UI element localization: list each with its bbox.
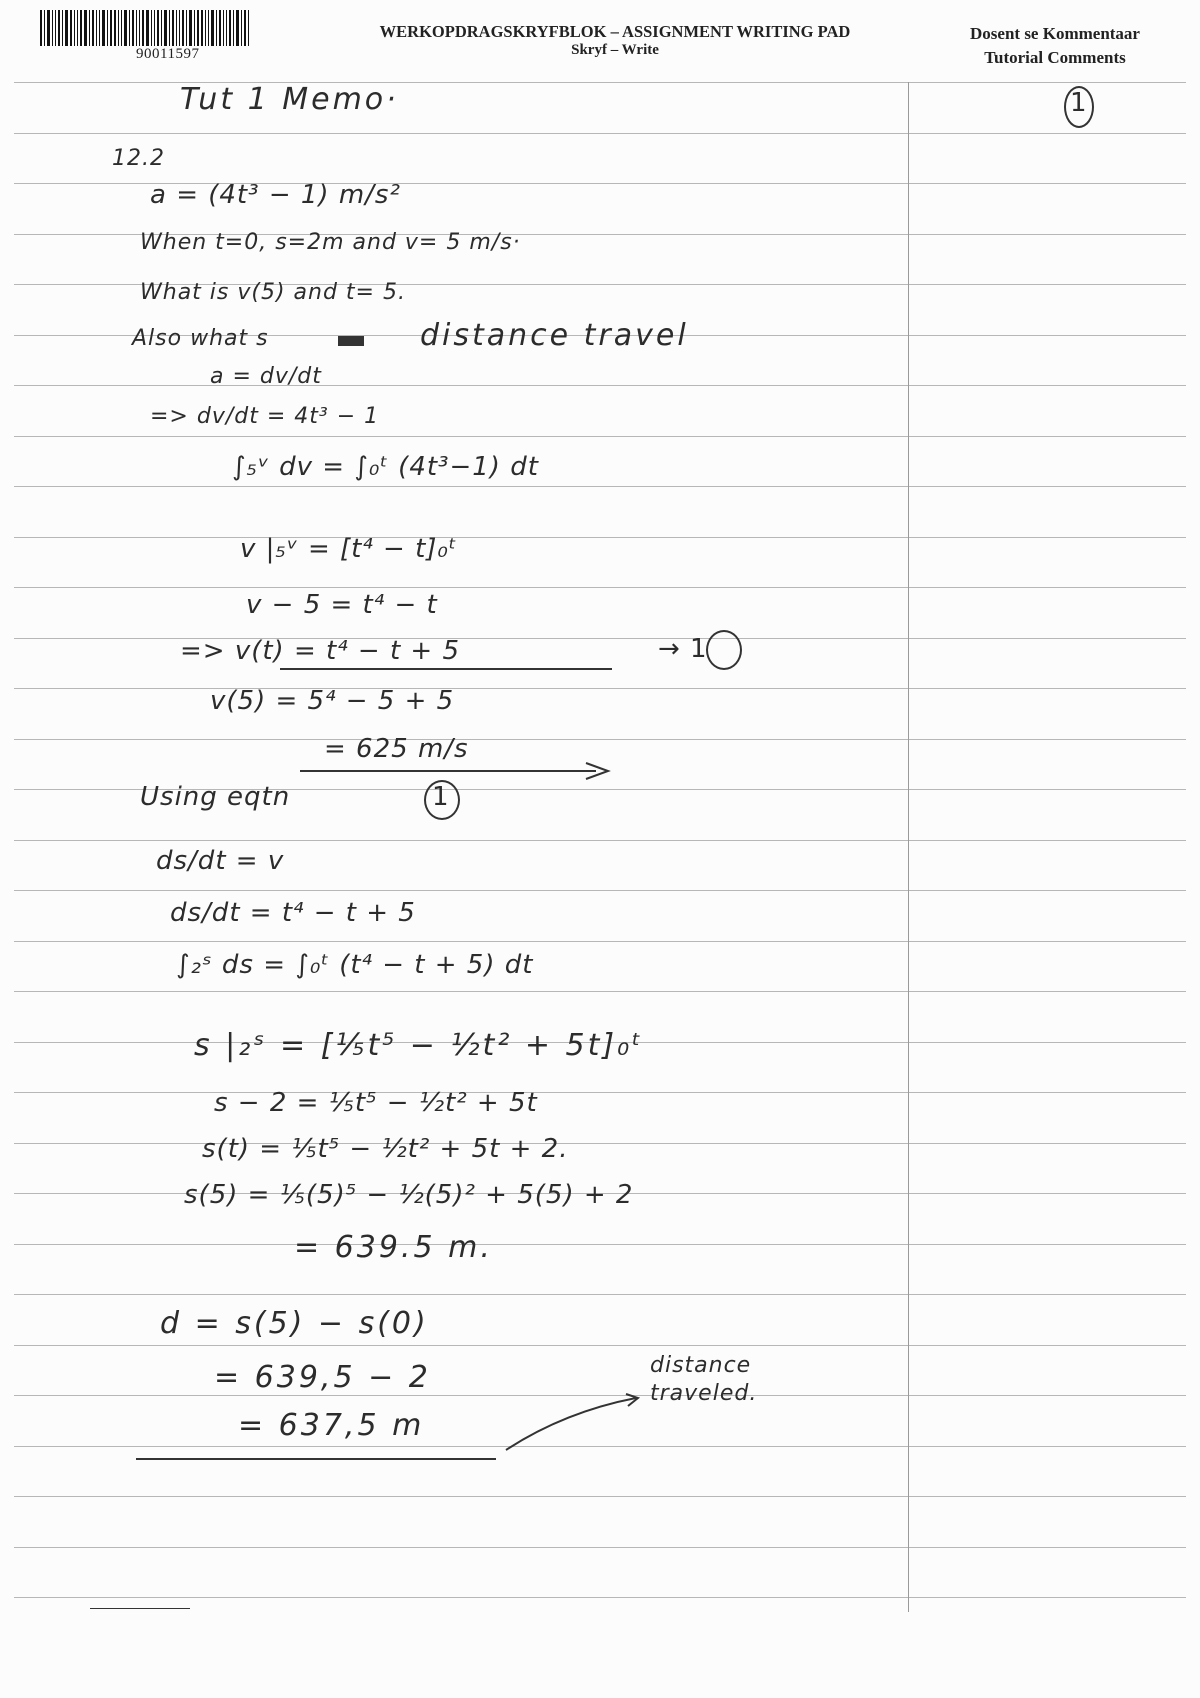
step-ds-dt-expression: ds/dt = t⁴ − t + 5 [170, 898, 416, 928]
barcode-bar [176, 10, 177, 46]
comments-heading-afrikaans: Dosent se Kommentaar [970, 24, 1140, 43]
barcode-bar [189, 10, 192, 46]
barcode-bar [161, 10, 162, 46]
barcode-bar [70, 10, 72, 46]
barcode-bar [226, 10, 227, 46]
arrow-head-icon [584, 761, 614, 781]
barcode-bar [55, 10, 56, 46]
velocity-underline [280, 668, 612, 670]
barcode-bar [80, 10, 82, 46]
barcode-bar [114, 10, 116, 46]
barcode-bar [194, 10, 195, 46]
ruled-line [14, 1294, 1186, 1295]
barcode-bar [182, 10, 184, 46]
barcode-bar [169, 10, 170, 46]
barcode-bar [219, 10, 221, 46]
barcode-bar [129, 10, 130, 46]
barcode-bar [74, 10, 75, 46]
given-acceleration: a = (4t³ − 1) m/s² [150, 180, 401, 210]
barcode-bar [92, 10, 94, 46]
pad-subtitle: Skryf – Write [571, 42, 659, 58]
barcode-bar [118, 10, 119, 46]
barcode-bar [84, 10, 87, 46]
scribble-mark [338, 336, 364, 346]
equation-1-reference: → 1 [658, 634, 708, 664]
barcode-bar [197, 10, 199, 46]
question-also: Also what s [132, 326, 269, 351]
page-mark: 1 [1070, 88, 1088, 118]
step-evaluate-velocity: v |₅ᵛ = [t⁴ − t]₀ᵗ [240, 534, 458, 564]
velocity-result-underline [300, 770, 596, 772]
barcode-bar [110, 10, 112, 46]
step-acceleration-definition: a = dv/dt [210, 364, 322, 389]
ruled-line [14, 486, 1186, 487]
memo-title: Tut 1 Memo· [180, 82, 399, 117]
ruled-line [14, 1092, 1186, 1093]
barcode-bar [186, 10, 187, 46]
question-text: What is v(5) and t= 5. [140, 280, 406, 305]
step-derivative: => dv/dt = 4t³ − 1 [150, 404, 380, 429]
step-velocity-expression: v − 5 = t⁴ − t [246, 590, 438, 620]
barcode-bar [172, 10, 174, 46]
barcode-bar [58, 10, 60, 46]
step-displacement-function: s(t) = ⅕t⁵ − ½t² + 5t + 2. [202, 1134, 569, 1164]
barcode-bar [77, 10, 78, 46]
ruled-line [14, 1244, 1186, 1245]
ruled-line [14, 385, 1186, 386]
question-number: 12.2 [112, 146, 165, 171]
step-distance-substitution: = 639,5 − 2 [214, 1360, 431, 1395]
using-equation: Using eqtn [140, 782, 291, 812]
step-velocity-function: => v(t) = t⁴ − t + 5 [180, 636, 460, 666]
bottom-short-line [90, 1608, 190, 1609]
barcode [40, 10, 292, 46]
barcode-bar [142, 10, 144, 46]
given-initial-conditions: When t=0, s=2m and v= 5 m/s· [140, 230, 521, 255]
barcode-bar [132, 10, 134, 46]
comments-heading-english: Tutorial Comments [984, 48, 1126, 67]
equation-1-circle [706, 630, 742, 670]
barcode-bar [47, 10, 50, 46]
ruled-line [14, 436, 1186, 437]
ruled-line [14, 688, 1186, 689]
barcode-bar [236, 10, 239, 46]
question-distance: distance travel [420, 318, 689, 353]
barcode-bar [151, 10, 152, 46]
step-distance-formula: d = s(5) − s(0) [160, 1306, 429, 1341]
barcode-bar [121, 10, 122, 46]
ruled-line [14, 941, 1186, 942]
ruled-line [14, 840, 1186, 841]
step-displacement-at-5: s(5) = ⅕(5)⁵ − ½(5)² + 5(5) + 2 [184, 1180, 634, 1210]
barcode-bar [157, 10, 159, 46]
distance-underline [136, 1458, 496, 1460]
barcode-bar [216, 10, 217, 46]
barcode-bar [154, 10, 155, 46]
barcode-bar [223, 10, 224, 46]
ruled-line [14, 1345, 1186, 1346]
barcode-bar [233, 10, 234, 46]
step-displacement-result: = 639.5 m. [294, 1230, 493, 1265]
barcode-bar [211, 10, 214, 46]
pad-title: WERKOPDRAGSKRYFBLOK – ASSIGNMENT WRITING PAD [379, 22, 851, 41]
ruled-line [14, 587, 1186, 588]
barcode-bar [241, 10, 242, 46]
barcode-bar [164, 10, 167, 46]
barcode-bar [96, 10, 97, 46]
barcode-bar [139, 10, 140, 46]
barcode-bar [244, 10, 246, 46]
barcode-bar [146, 10, 149, 46]
barcode-bar [62, 10, 63, 46]
barcode-bar [107, 10, 108, 46]
barcode-bar [89, 10, 90, 46]
ruled-line [14, 1143, 1186, 1144]
ruled-line [14, 1547, 1186, 1548]
distance-travelled-note: distance traveled. [650, 1353, 758, 1406]
step-velocity-result: = 625 m/s [324, 734, 469, 764]
using-equation-ref: 1 [432, 782, 450, 812]
step-ds-dt: ds/dt = v [156, 846, 285, 876]
barcode-bar [179, 10, 180, 46]
barcode-bar [205, 10, 206, 46]
step-displacement-expression: s − 2 = ⅕t⁵ − ½t² + 5t [214, 1088, 538, 1118]
ruled-line [14, 991, 1186, 992]
ruled-line [14, 890, 1186, 891]
barcode-bar [124, 10, 127, 46]
margin-line [908, 82, 909, 1612]
ruled-line [14, 739, 1186, 740]
barcode-bar [65, 10, 68, 46]
step-velocity-at-5: v(5) = 5⁴ − 5 + 5 [210, 686, 455, 716]
barcode-bar [229, 10, 231, 46]
ruled-line [14, 1496, 1186, 1497]
ruled-line [14, 133, 1186, 134]
barcode-number: 90011597 [136, 46, 200, 62]
step-integral-velocity: ∫₅ᵛ dv = ∫₀ᵗ (4t³−1) dt [232, 452, 539, 482]
ruled-line [14, 537, 1186, 538]
step-evaluate-displacement: s |₂ˢ = [⅕t⁵ − ½t² + 5t]₀ᵗ [194, 1028, 644, 1063]
step-integral-displacement: ∫₂ˢ ds = ∫₀ᵗ (t⁴ − t + 5) dt [176, 950, 534, 980]
barcode-bar [102, 10, 105, 46]
barcode-bar [208, 10, 209, 46]
barcode-bar [136, 10, 137, 46]
barcode-bar [201, 10, 203, 46]
barcode-bar [248, 10, 249, 46]
barcode-bar [52, 10, 53, 46]
barcode-bar [99, 10, 100, 46]
barcode-bar [44, 10, 45, 46]
step-distance-result: = 637,5 m [238, 1408, 425, 1443]
ruled-line [14, 1597, 1186, 1598]
arrow-to-note-icon [504, 1392, 644, 1452]
barcode-bar [40, 10, 42, 46]
